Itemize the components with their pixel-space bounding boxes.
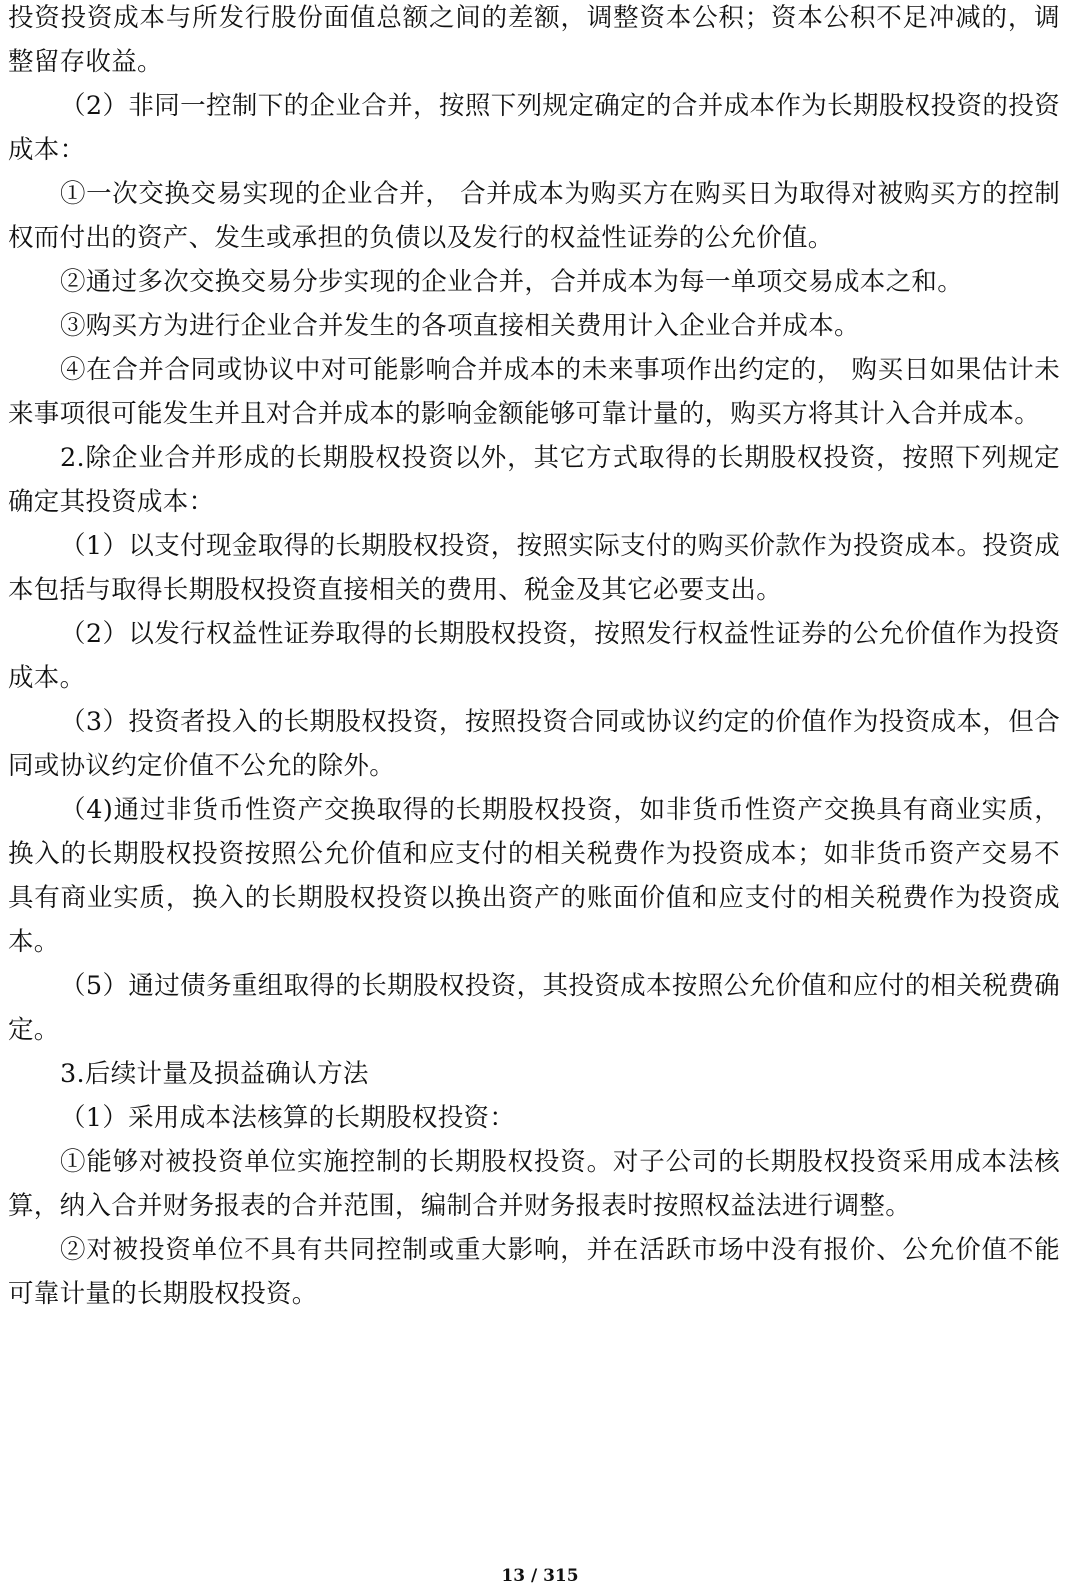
paragraph-item-4: ④在合并合同或协议中对可能影响合并成本的未来事项作出约定的， 购买日如果估计未来事项很可能发生并且对合并成本的影响金额能够可靠计量的，购买方将其计入合并成本。 (8, 355, 1060, 429)
paragraph-cost-method-item-2: ②对被投资单位不具有共同控制或重大影响，并在活跃市场中没有报价、公允价值不能可靠计量的长期股权投资。 (8, 1235, 1060, 1309)
subheading-cost-method: （1）采用成本法核算的长期股权投资： (60, 1103, 516, 1133)
document-page (8, 0, 1060, 1316)
paragraph-investor-contribution: （3）投资者投入的长期股权投资，按照投资合同或协议约定的价值作为投资成本，但合同或协议约定价值不公允的除外。 (8, 707, 1060, 781)
paragraph-non-monetary-exchange: （4)通过非货币性资产交换取得的长期股权投资，如非货币性资产交换具有商业实质，换入的长期股权投资按照公允价值和应支付的相关税费作为投资成本；如非货币资产交易不具有商业实质，换入的长期股权投资以换出资产的账面价值和应支付的相关税费作为投资成本。 (8, 795, 1060, 957)
paragraph-section-2: 2.除企业合并形成的长期股权投资以外，其它方式取得的长期股权投资，按照下列规定确定其投资成本： (8, 443, 1060, 517)
page-number: 13 / 315 (501, 1566, 579, 1586)
paragraph-cost-method-item-1: ①能够对被投资单位实施控制的长期股权投资。对子公司的长期股权投资采用成本法核算，纳入合并财务报表的合并范围，编制合并财务报表时按照权益法进行调整。 (8, 1147, 1060, 1221)
paragraph-debt-restructuring: （5）通过债务重组取得的长期股权投资，其投资成本按照公允价值和应付的相关税费确定。 (8, 971, 1060, 1045)
paragraph-item-2: ②通过多次交换交易分步实现的企业合并，合并成本为每一单项交易成本之和。 (60, 267, 964, 297)
paragraph-item-3: ③购买方为进行企业合并发生的各项直接相关费用计入企业合并成本。 (60, 311, 860, 341)
paragraph-continuation: 投资投资成本与所发行股份面值总额之间的差额，调整资本公积；资本公积不足冲减的，调整留存收益。 (8, 3, 1060, 77)
paragraph-cash-acquisition: （1）以支付现金取得的长期股权投资，按照实际支付的购买价款作为投资成本。投资成本包括与取得长期股权投资直接相关的费用、税金及其它必要支出。 (8, 531, 1060, 605)
paragraph-item-1: ①一次交换交易实现的企业合并， 合并成本为购买方在购买日为取得对被购买方的控制权而付出的资产、发生或承担的负债以及发行的权益性证券的公允价值。 (8, 179, 1060, 253)
paragraph-equity-securities: （2）以发行权益性证券取得的长期股权投资，按照发行权益性证券的公允价值作为投资成本。 (8, 619, 1060, 693)
paragraph-non-common-control-merger: （2）非同一控制下的企业合并，按照下列规定确定的合并成本作为长期股权投资的投资成本： (8, 91, 1060, 165)
section-heading-subsequent-measurement: 3.后续计量及损益确认方法 (60, 1059, 369, 1089)
